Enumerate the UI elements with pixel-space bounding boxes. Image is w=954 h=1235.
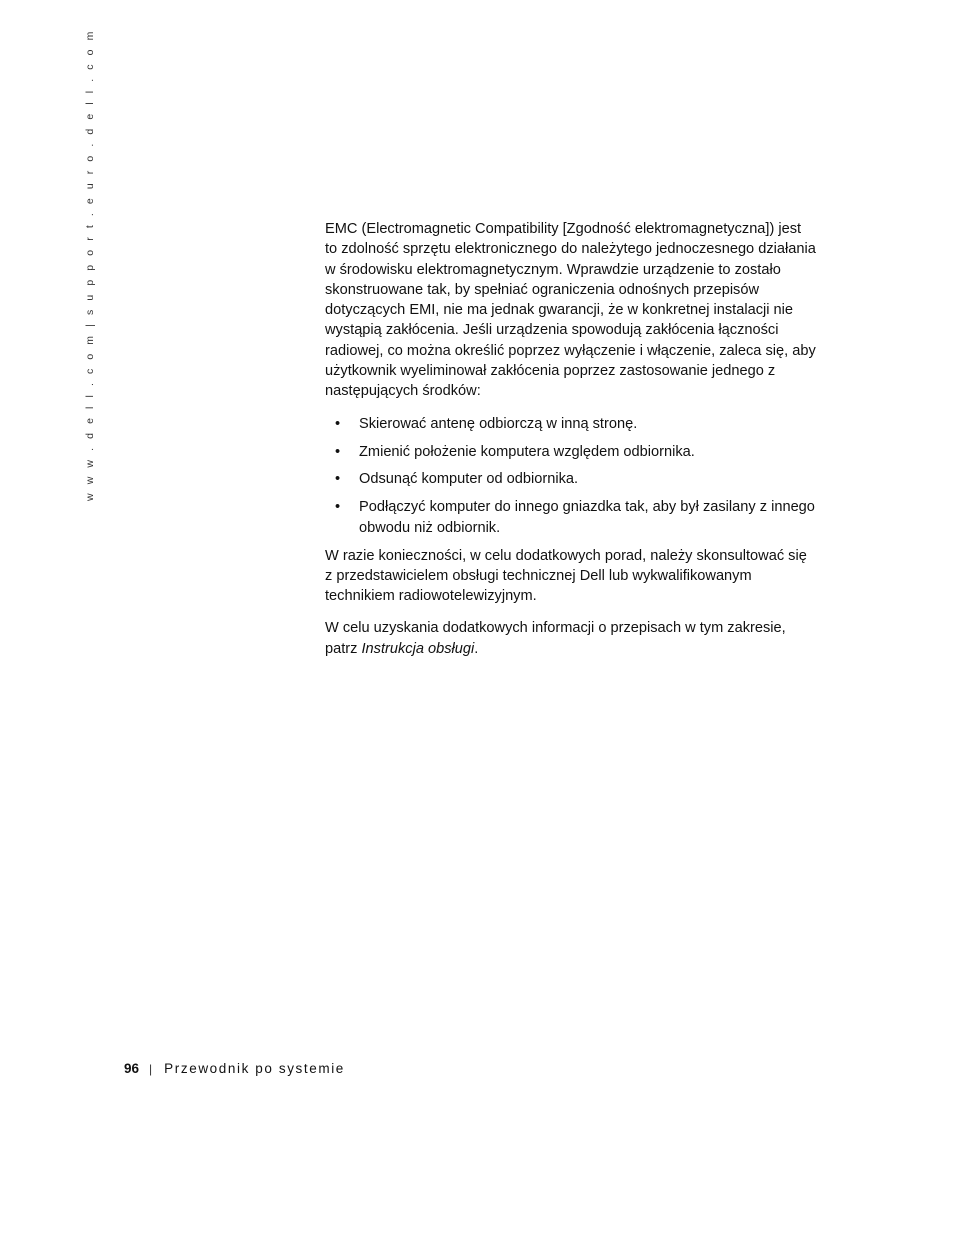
bullet-icon: • [335,443,341,460]
list-item-text: Skierować antenę odbiorczą w inną stronę. [359,415,638,432]
more-info-text: W celu uzyskania dodatkowych informacji o przepisach w tym zakresie, patrz [325,620,786,657]
list-item [325,442,817,462]
more-info-paragraph [325,618,817,659]
page-footer [124,1061,345,1076]
main-content [325,219,817,659]
consultation-paragraph: W razie konieczności, w celu dodatkowych porad, należy skonsultować się z przedstawicielem obsługi technicznej Dell lub wykwalifikowanym technikiem radiowotelewizyjnym. [325,547,807,605]
user-guide-reference: Instrukcja obsługi [361,640,475,657]
bullet-icon: • [335,471,341,488]
page-number: 96 [124,1061,140,1076]
list-item [325,497,817,538]
list-item [325,414,817,434]
list-item-text: Odsunąć komputer od odbiornika. [359,471,579,488]
footer-title: Przewodnik po systemie [164,1061,345,1076]
footer-separator: | [149,1062,153,1076]
bullet-icon: • [335,415,341,432]
bullet-icon: • [335,499,341,516]
side-url-text: w w w . d e l l . c o m | s u p p o r t . e u r o . d e l l . c o m [84,28,96,501]
emc-paragraph: EMC (Electromagnetic Compatibility [Zgodność elektromagnetyczna]) jest to zdolność sprzętu elektronicznego do należytego jednoczesnego działania w środowisku elektromagnetycznym. Wprawdzie urządzenie to zostało skonstruowane tak, by spełniać ograniczenia odnośnych przepisów dotyczących EMI, nie ma jednak gwarancji, że w konkretnej instalacji nie wystąpią zakłócenia. Jeśli urządzenia spowodują zakłócenia łączności radiowej, co można określić poprzez wyłączenie i włączenie, zaleca się, aby użytkownik wyeliminował zakłócenia poprzez zastosowanie jednego z następujących środków: [325,221,816,400]
list-item-text: Zmienić położenie komputera względem odbiornika. [359,443,695,460]
more-info-period: . [474,640,479,657]
measures-list [325,414,817,538]
list-item-text: Podłączyć komputer do innego gniazdka tak, aby był zasilany z innego obwodu niż odbiornik. [359,499,815,536]
list-item [325,469,817,489]
